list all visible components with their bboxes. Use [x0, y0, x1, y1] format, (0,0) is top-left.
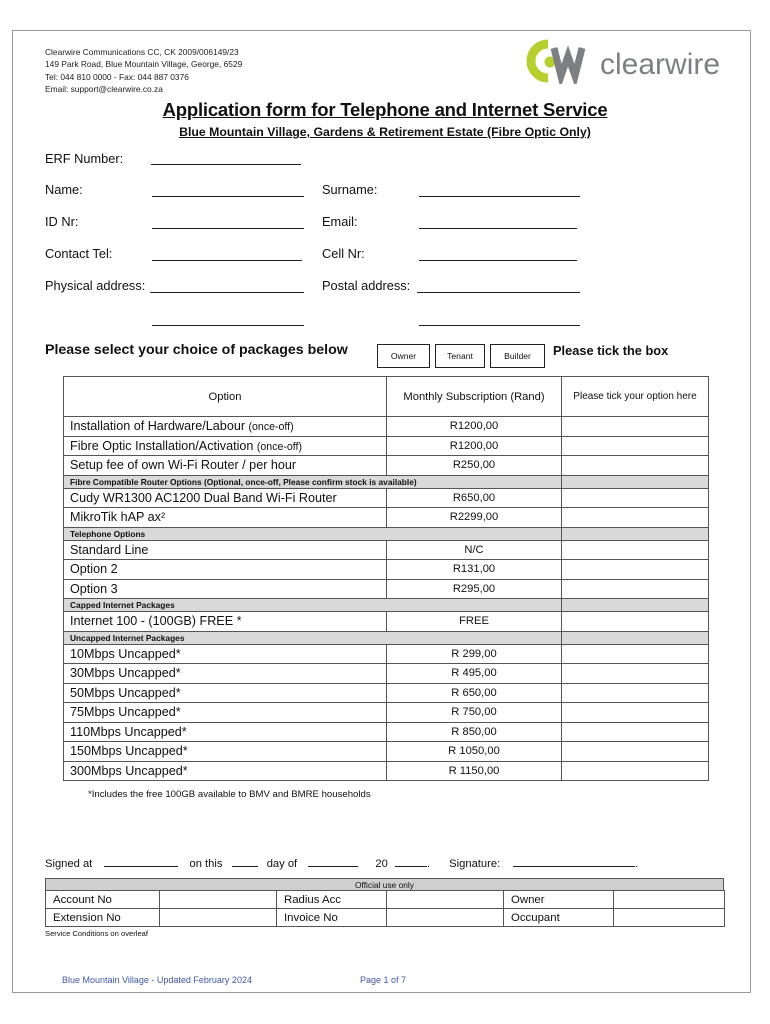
option-tick-box[interactable]	[562, 560, 709, 580]
option-tick-box[interactable]	[562, 612, 709, 632]
option-label: Option 2	[70, 562, 118, 577]
signed-at-field[interactable]	[104, 855, 178, 867]
option-name	[64, 722, 387, 742]
option-suffix: (once-off)	[248, 421, 294, 434]
option-label: Internet 100 - (100GB) FREE *	[70, 614, 242, 629]
table-header-row	[64, 377, 709, 417]
option-name	[64, 579, 387, 599]
contact-tel-field[interactable]	[152, 246, 302, 261]
name-field[interactable]	[152, 182, 304, 197]
option-tick-box[interactable]	[562, 722, 709, 742]
option-name	[64, 560, 387, 580]
table-row	[64, 664, 709, 684]
option-label: 30Mbps Uncapped*	[70, 666, 181, 681]
footer-page-number: Page 1 of 7	[360, 975, 407, 985]
owner-checkbox[interactable]: Owner	[377, 344, 430, 368]
physical-address-line-2[interactable]	[152, 311, 304, 326]
section-label: Uncapped Internet Packages	[64, 631, 562, 644]
option-tick-box[interactable]	[562, 540, 709, 560]
option-label: 110Mbps Uncapped*	[70, 724, 187, 739]
surname-label: Surname:	[322, 182, 378, 197]
physical-address-label: Physical address:	[45, 278, 146, 293]
table-section-row	[64, 527, 709, 540]
option-label: MikroTik hAP ax²	[70, 510, 166, 525]
option-tick-box[interactable]	[562, 456, 709, 476]
signature-period: .	[635, 858, 639, 870]
owner-value[interactable]	[614, 891, 725, 909]
table-row	[64, 644, 709, 664]
table-row	[64, 703, 709, 723]
invoice-no-value[interactable]	[387, 909, 504, 927]
table-row	[64, 683, 709, 703]
postal-address-label: Postal address:	[322, 278, 411, 293]
option-tick-box[interactable]	[562, 644, 709, 664]
option-price: R1200,00	[387, 436, 562, 456]
option-tick-box[interactable]	[562, 508, 709, 528]
option-price: N/C	[387, 540, 562, 560]
owner-label: Owner	[504, 891, 614, 909]
table-row	[64, 579, 709, 599]
table-row	[64, 417, 709, 437]
section-label: Capped Internet Packages	[64, 599, 562, 612]
official-use-strip: Official use only	[45, 878, 724, 891]
option-tick-box[interactable]	[562, 664, 709, 684]
header-option: Option	[64, 377, 387, 417]
surname-field[interactable]	[419, 182, 580, 197]
section-tick-cell	[562, 475, 709, 488]
erf-field[interactable]	[151, 150, 301, 165]
option-name	[64, 683, 387, 703]
extension-no-value[interactable]	[160, 909, 277, 927]
tenant-checkbox[interactable]: Tenant	[435, 344, 485, 368]
option-name	[64, 703, 387, 723]
option-price: R131,00	[387, 560, 562, 580]
option-label: 10Mbps Uncapped*	[70, 646, 181, 661]
option-price: R2299,00	[387, 508, 562, 528]
option-label: 75Mbps Uncapped*	[70, 705, 181, 720]
service-conditions-note: Service Conditions on overleaf	[45, 929, 148, 938]
option-tick-box[interactable]	[562, 761, 709, 781]
option-price: R295,00	[387, 579, 562, 599]
radius-acc-value[interactable]	[387, 891, 504, 909]
office-row	[46, 909, 725, 927]
postal-address-field[interactable]	[417, 278, 580, 293]
clearwire-logo	[524, 38, 724, 84]
company-info	[45, 46, 242, 95]
company-name: Clearwire Communications CC, CK 2009/006149/23	[45, 47, 239, 57]
section-label: Fibre Compatible Router Options (Optional, once-off, Please confirm stock is available)	[64, 475, 562, 488]
header-tick: Please tick your option here	[562, 377, 709, 417]
option-name	[64, 644, 387, 664]
signed-at-label: Signed at	[45, 858, 93, 870]
cell-field[interactable]	[419, 246, 577, 261]
table-row	[64, 761, 709, 781]
option-label: Option 3	[70, 581, 118, 596]
header-monthly: Monthly Subscription (Rand)	[387, 377, 562, 417]
option-price: R 495,00	[387, 664, 562, 684]
table-row	[64, 488, 709, 508]
company-phone: Tel: 044 810 0000 - Fax: 044 887 0376	[45, 71, 189, 82]
erf-label: ERF Number:	[45, 151, 124, 166]
year-period: .	[426, 858, 431, 870]
on-this-label: on this	[189, 858, 223, 870]
option-label: Cudy WR1300 AC1200 Dual Band Wi-Fi Router	[70, 490, 337, 505]
day-of-label: day of	[266, 858, 298, 870]
svg-text:clearwire: clearwire	[600, 48, 721, 81]
option-tick-box[interactable]	[562, 579, 709, 599]
id-label: ID Nr:	[45, 214, 79, 229]
option-price: R 750,00	[387, 703, 562, 723]
option-tick-box[interactable]	[562, 488, 709, 508]
option-name	[64, 664, 387, 684]
table-row	[64, 742, 709, 762]
option-name	[64, 456, 387, 476]
option-label: 50Mbps Uncapped*	[70, 685, 181, 700]
table-row	[64, 612, 709, 632]
option-name	[64, 417, 387, 437]
email-label: Email:	[322, 214, 358, 229]
form-subtitle: Blue Mountain Village, Gardens & Retirement Estate (Fibre Optic Only)	[179, 125, 591, 139]
name-label: Name:	[45, 182, 83, 197]
official-use-table	[45, 890, 725, 927]
option-price: R 850,00	[387, 722, 562, 742]
option-name	[64, 488, 387, 508]
id-field[interactable]	[152, 214, 304, 229]
invoice-no-label: Invoice No	[277, 909, 387, 927]
option-name	[64, 742, 387, 762]
option-price: R1200,00	[387, 417, 562, 437]
option-tick-box[interactable]	[562, 742, 709, 762]
contact-tel-label: Contact Tel:	[45, 246, 113, 261]
table-section-row	[64, 599, 709, 612]
options-table	[63, 376, 709, 781]
option-price: R 1150,00	[387, 761, 562, 781]
option-tick-box[interactable]	[562, 436, 709, 456]
option-price: R 1050,00	[387, 742, 562, 762]
option-tick-box[interactable]	[562, 683, 709, 703]
signature-line	[45, 855, 638, 870]
company-email: Email: support@clearwire.co.za	[45, 83, 163, 94]
office-row	[46, 891, 725, 909]
option-label: Installation of Hardware/Labour	[70, 419, 246, 434]
option-name	[64, 508, 387, 528]
tick-instruction: Please tick the box	[553, 343, 669, 358]
builder-checkbox[interactable]: Builder	[490, 344, 545, 368]
table-row	[64, 436, 709, 456]
extension-no-label: Extension No	[46, 909, 160, 927]
option-name	[64, 540, 387, 560]
option-label: Standard Line	[70, 542, 149, 557]
company-address: 149 Park Road, Blue Mountain Village, George, 6529	[45, 59, 243, 70]
signature-label: Signature:	[449, 858, 501, 870]
option-price: FREE	[387, 612, 562, 632]
option-price: R650,00	[387, 488, 562, 508]
physical-address-field[interactable]	[150, 278, 304, 293]
radius-acc-label: Radius Acc	[277, 891, 387, 909]
occupant-label: Occupant	[504, 909, 614, 927]
month-field[interactable]	[308, 855, 358, 867]
year-prefix: 20	[375, 858, 388, 870]
table-row	[64, 560, 709, 580]
footer-revision: Blue Mountain Village - Updated February 2024	[62, 975, 252, 985]
table-section-row	[64, 475, 709, 488]
table-row	[64, 722, 709, 742]
table-row	[64, 540, 709, 560]
account-no-value[interactable]	[160, 891, 277, 909]
occupant-value[interactable]	[614, 909, 725, 927]
option-tick-box[interactable]	[562, 417, 709, 437]
table-row	[64, 508, 709, 528]
email-field[interactable]	[419, 214, 577, 229]
section-label: Telephone Options	[64, 527, 562, 540]
signature-field[interactable]	[513, 855, 635, 867]
option-price: R 650,00	[387, 683, 562, 703]
section-tick-cell	[562, 599, 709, 612]
year-field[interactable]	[395, 855, 427, 867]
table-section-row	[64, 631, 709, 644]
option-label: 150Mbps Uncapped*	[70, 744, 188, 759]
option-price: R 299,00	[387, 644, 562, 664]
option-name	[64, 436, 387, 456]
option-label: Fibre Optic Installation/Activation	[70, 438, 254, 453]
option-price: R250,00	[387, 456, 562, 476]
form-title: Application form for Telephone and Internet Service	[162, 99, 608, 120]
footnote: *Includes the free 100GB available to BMV and BMRE households	[88, 789, 371, 800]
option-name	[64, 612, 387, 632]
table-row	[64, 456, 709, 476]
section-tick-cell	[562, 631, 709, 644]
section-tick-cell	[562, 527, 709, 540]
option-label: Setup fee of own Wi-Fi Router / per hour	[70, 458, 297, 473]
day-field[interactable]	[232, 855, 258, 867]
option-tick-box[interactable]	[562, 703, 709, 723]
cell-label: Cell Nr:	[322, 246, 365, 261]
option-name	[64, 761, 387, 781]
packages-heading: Please select your choice of packages below	[45, 342, 348, 358]
option-label: 300Mbps Uncapped*	[70, 763, 188, 778]
option-suffix: (once-off)	[256, 440, 303, 453]
account-no-label: Account No	[46, 891, 160, 909]
postal-address-line-2[interactable]	[419, 311, 580, 326]
